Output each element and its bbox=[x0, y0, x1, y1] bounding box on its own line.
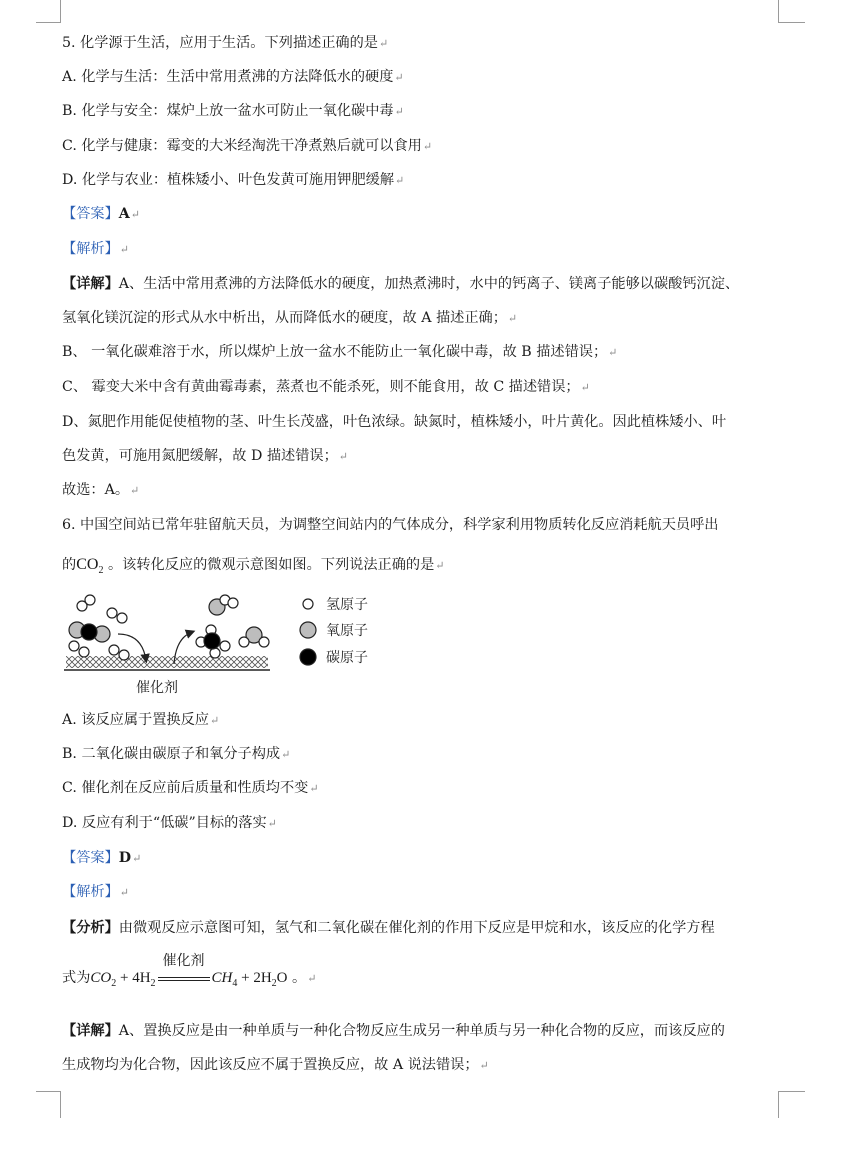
q6-option-c: C. 催化剂在反应前后质量和性质均不变↵ bbox=[62, 780, 319, 796]
q6-option-a: A. 该反应属于置换反应↵ bbox=[62, 712, 220, 728]
q6-detail-line-2: 生成物均为化合物，因此该反应不属于置换反应，故 A 说法错误；↵ bbox=[62, 1057, 489, 1073]
hydrogen-molecule bbox=[77, 595, 95, 611]
q5-detail-line-2: 氢氧化镁沉淀的形式从水中析出，从而降低水的硬度，故 A 描述正确；↵ bbox=[62, 310, 518, 326]
q5-stem: 5. 化学源于生活，应用于生活。下列描述正确的是↵ bbox=[62, 35, 389, 51]
chemical-equation: 式为$CO_2 + 4H_2$ 催化剂 $CH_4 + 2H_2O$ 。↵ bbox=[62, 952, 317, 989]
crop-mark-top-left bbox=[36, 0, 61, 23]
q5-choose: 故选：A。↵ bbox=[62, 482, 140, 498]
catalyst-label: 催化剂 bbox=[136, 680, 178, 696]
hydrogen-molecule bbox=[69, 641, 89, 657]
catalyst-surface bbox=[66, 656, 268, 668]
q5-detail-line-5: D、氮肥作用能促使植物的茎、叶生长茂盛，叶色浓绿。缺氮时，植株矮小，叶片黄化。因此植株矮小、叶 bbox=[62, 414, 727, 430]
q5-detail-line-3: B、 一氧化碳难溶于水，所以煤炉上放一盆水不能防止一氧化碳中毒，故 B 描述错误；↵ bbox=[62, 344, 618, 360]
q5-option-c: C. 化学与健康：霉变的大米经淘洗干净煮熟后就可以食用↵ bbox=[62, 138, 433, 154]
q5-option-a: A. 化学与生活：生活中常用煮沸的方法降低水的硬度↵ bbox=[62, 69, 404, 85]
q5-analysis-tag: 【解析】↵ bbox=[62, 241, 129, 257]
q5-answer: 【答案】A↵ bbox=[62, 206, 140, 222]
crop-mark-bottom-left bbox=[36, 1091, 61, 1118]
legend-hydrogen-label: 氢原子 bbox=[326, 597, 368, 613]
legend-hydrogen-symbol bbox=[303, 599, 313, 609]
legend-carbon-label: 碳原子 bbox=[326, 650, 368, 666]
q5-detail-line-6: 色发黄，可施用氮肥缓解，故 D 描述错误；↵ bbox=[62, 448, 348, 464]
crop-mark-bottom-right bbox=[778, 1091, 805, 1118]
q6-stem-line-1: 6. 中国空间站已常年驻留航天员，为调整空间站内的气体成分，科学家利用物质转化反应消耗航天员呼出 bbox=[62, 517, 719, 533]
crop-mark-top-right bbox=[778, 0, 805, 23]
carbon-dioxide-molecule bbox=[69, 622, 110, 642]
q6-answer: 【答案】D↵ bbox=[62, 850, 142, 866]
q6-detail-line-1: 【详解】A、置换反应是由一种单质与一种化合物反应生成另一种单质与另一种化合物的反应，而该反应的 bbox=[62, 1023, 725, 1039]
q6-fenxi: 【分析】由微观反应示意图可知，氢气和二氧化碳在催化剂的作用下反应是甲烷和水，该反应的化学方程 bbox=[62, 920, 715, 936]
water-molecule bbox=[209, 595, 238, 615]
methane-molecule bbox=[196, 625, 230, 658]
water-molecule bbox=[239, 627, 269, 647]
q5-option-d: D. 化学与农业：植株矮小、叶色发黄可施用钾肥缓解↵ bbox=[62, 172, 405, 188]
q6-stem-line-2: 的$CO_2$ 。该转化反应的微观示意图如图。下列说法正确的是↵ bbox=[62, 556, 445, 577]
reaction-diagram bbox=[60, 590, 390, 700]
q6-option-b: B. 二氧化碳由碳原子和氧分子构成↵ bbox=[62, 746, 291, 762]
q5-detail-line-4: C、 霉变大米中含有黄曲霉毒素，蒸煮也不能杀死，则不能食用，故 C 描述错误；↵ bbox=[62, 379, 590, 395]
q6-option-d: D. 反应有利于“低碳”目标的落实↵ bbox=[62, 815, 277, 831]
legend-oxygen-label: 氧原子 bbox=[326, 623, 368, 639]
hydrogen-molecule bbox=[107, 608, 127, 623]
q5-option-b: B. 化学与安全：煤炉上放一盆水可防止一氧化碳中毒↵ bbox=[62, 103, 404, 119]
legend-oxygen-symbol bbox=[300, 622, 316, 638]
reaction-condition: 催化剂 bbox=[158, 969, 210, 989]
q5-detail-line-1: 【详解】A、生活中常用煮沸的方法降低水的硬度，加热煮沸时，水中的钙离子、镁离子能够以碳酸钙沉淀、 bbox=[62, 276, 740, 292]
legend-carbon-symbol bbox=[300, 649, 316, 665]
q6-analysis-tag: 【解析】↵ bbox=[62, 884, 129, 900]
